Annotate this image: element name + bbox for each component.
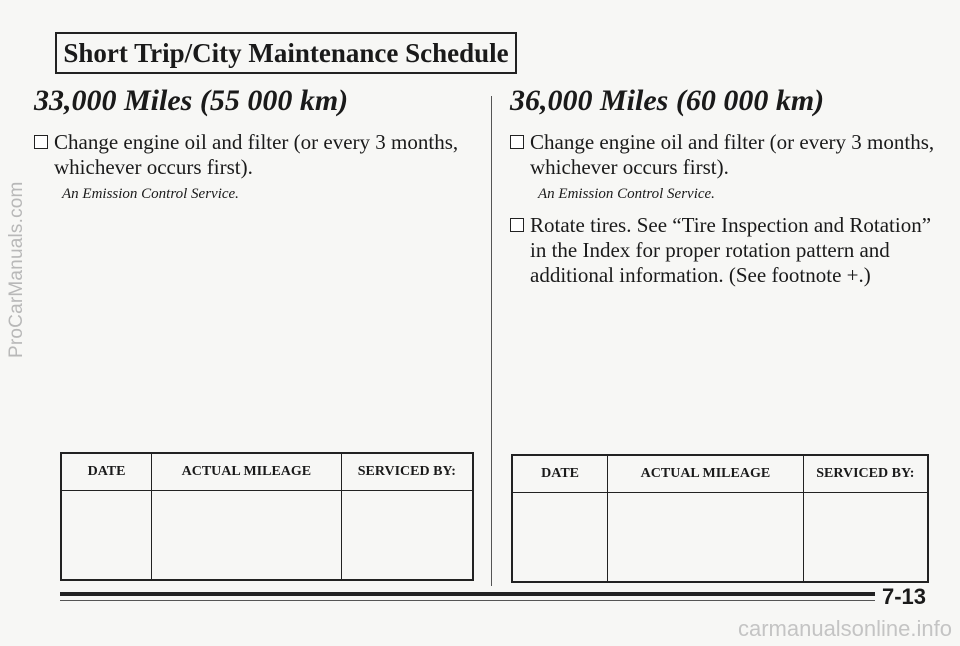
mileage-cell[interactable] bbox=[152, 491, 342, 581]
date-cell[interactable] bbox=[512, 493, 608, 583]
item-note: An Emission Control Service. bbox=[62, 186, 239, 202]
col-header-date: DATE bbox=[512, 455, 608, 493]
column-divider bbox=[491, 96, 492, 586]
watermark-bottom: carmanualsonline.info bbox=[737, 616, 952, 641]
item-text: Change engine oil and filter (or every 3 months, whichever occurs first). bbox=[530, 130, 935, 179]
service-record-table-left bbox=[60, 452, 474, 581]
checkbox-icon[interactable] bbox=[34, 135, 48, 149]
list-item bbox=[510, 213, 940, 288]
checkbox-icon[interactable] bbox=[510, 218, 524, 232]
col-header-serviced-by: SERVICED BY: bbox=[341, 453, 473, 491]
col-header-date: DATE bbox=[61, 453, 152, 491]
serviced-by-cell[interactable] bbox=[341, 491, 473, 581]
checkbox-icon[interactable] bbox=[510, 135, 524, 149]
list-item bbox=[34, 130, 474, 180]
col-header-mileage: ACTUAL MILEAGE bbox=[152, 453, 342, 491]
right-column bbox=[510, 84, 940, 294]
footer-rule-thin bbox=[60, 600, 875, 601]
list-item bbox=[510, 130, 940, 180]
service-record-table-right bbox=[511, 454, 929, 583]
mileage-cell[interactable] bbox=[608, 493, 804, 583]
item-note: An Emission Control Service. bbox=[538, 186, 715, 202]
serviced-by-cell[interactable] bbox=[803, 493, 928, 583]
date-cell[interactable] bbox=[61, 491, 152, 581]
footer-rule bbox=[60, 592, 875, 596]
col-header-serviced-by: SERVICED BY: bbox=[803, 455, 928, 493]
watermark-side: ProCarManuals.com bbox=[6, 181, 27, 359]
left-heading: 33,000 Miles (55 000 km) bbox=[34, 84, 349, 117]
item-text: Change engine oil and filter (or every 3 months, whichever occurs first). bbox=[54, 130, 459, 179]
right-heading: 36,000 Miles (60 000 km) bbox=[510, 84, 825, 117]
item-text: Rotate tires. See “Tire Inspection and Rotation” in the Index for proper rotation pattern and additional information. (See footnote +.) bbox=[530, 213, 932, 287]
page-title: Short Trip/City Maintenance Schedule bbox=[55, 32, 517, 74]
col-header-mileage: ACTUAL MILEAGE bbox=[608, 455, 804, 493]
page-number: 7-13 bbox=[882, 584, 927, 609]
left-column bbox=[34, 84, 474, 213]
